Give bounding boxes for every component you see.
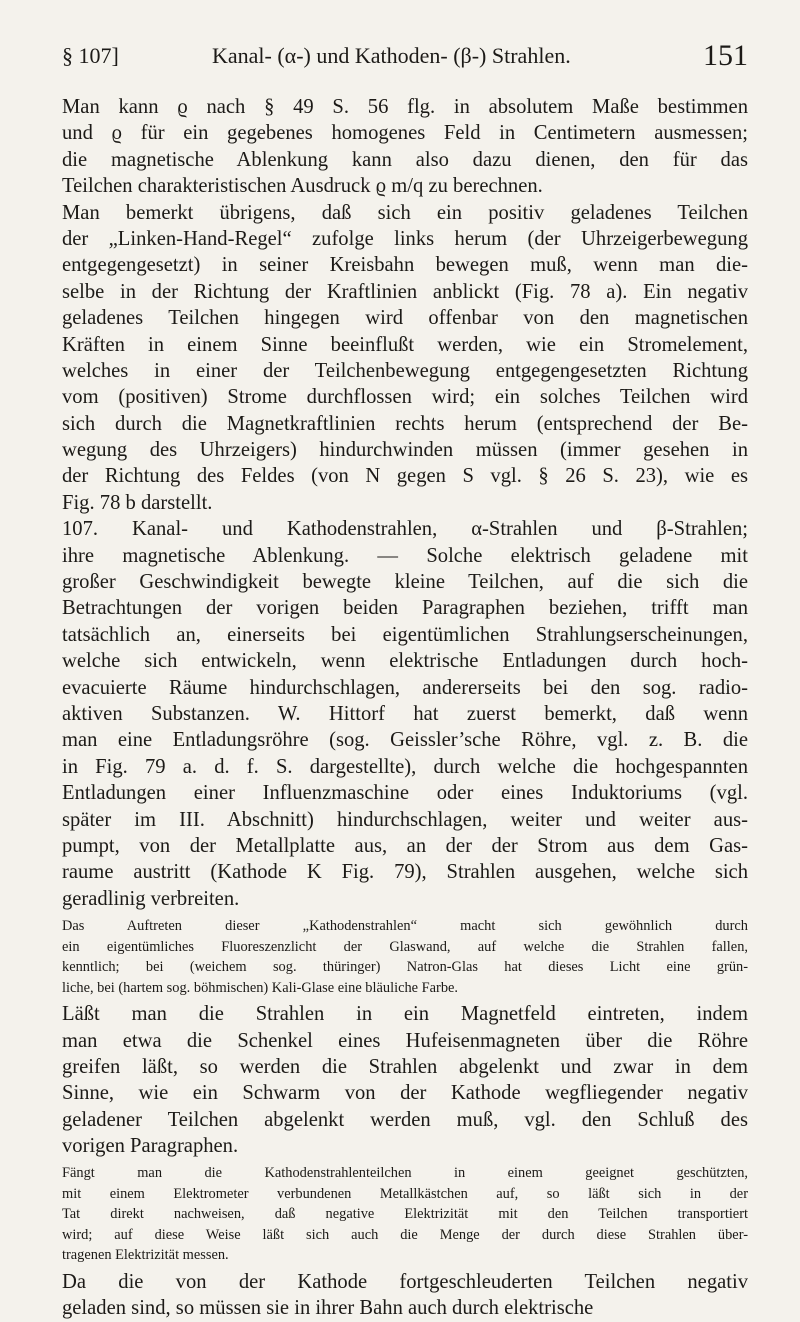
text-line: Man bemerkt übrigens, daß sich ein positiv geladenes Teilchen (62, 201, 748, 224)
paragraph (62, 94, 748, 200)
text-line: Entladungen einer Influenzmaschine oder eines Induktoriums (vgl. (62, 782, 748, 805)
text-line: geladener Teilchen abgelenkt werden muß, vgl. den Schluß des (62, 1108, 748, 1131)
text-line: der „Linken-Hand-Regel“ zufolge links herum (der Uhrzeigerbewegung (62, 227, 748, 250)
text-line: Läßt man die Strahlen in ein Magnetfeld eintreten, indem (62, 1003, 748, 1026)
text-line: tatsächlich an, einerseits bei eigentümlichen Strahlungserscheinungen, (62, 623, 748, 646)
paragraph (62, 516, 748, 912)
text-line: greifen läßt, so werden die Strahlen abgelenkt und zwar in dem (62, 1055, 748, 1078)
paragraph (62, 200, 748, 517)
text-line: vom (positiven) Strome durchflossen wird; ein solches Teilchen wird (62, 386, 748, 409)
text-line: ihre magnetische Ablenkung. — Solche elektrisch geladene mit (62, 544, 748, 567)
text-line: 107. Kanal- und Kathodenstrahlen, α-Strahlen und β-Strahlen; (62, 518, 748, 541)
text-line: man eine Entladungsröhre (sog. Geissler’sche Röhre, vgl. z. B. die (62, 729, 748, 752)
text-line: selbe in der Richtung der Kraftlinien anblickt (Fig. 78 a). Ein negativ (62, 280, 748, 303)
text-line: geladenes Teilchen hingegen wird offenbar von den magnetischen (62, 307, 748, 330)
text-line: die magnetische Ablenkung kann also dazu dienen, den für das (62, 148, 748, 171)
text-line: später im III. Abschnitt) hindurchschlagen, weiter und weiter aus- (62, 808, 748, 831)
text-line: Fängt man die Kathodenstrahlenteilchen in einem geeignet geschützten, (62, 1165, 748, 1182)
text-line: man etwa die Schenkel eines Hufeisenmagneten über die Röhre (62, 1029, 748, 1052)
text-line: entgegengesetzt) in seiner Kreisbahn bewegen muß, wenn man die- (62, 254, 748, 277)
body-text (62, 94, 748, 1322)
text-line: Man kann ϱ nach § 49 S. 56 flg. in absolutem Maße bestimmen (62, 96, 748, 118)
text-line: mit einem Elektrometer verbundenen Metallkästchen auf, so läßt sich in der (62, 1185, 748, 1202)
text-line: Tat direkt nachweisen, daß negative Elektrizität mit den Teilchen transportiert (62, 1206, 748, 1223)
text-line: tragenen Elektrizität messen. (62, 1247, 229, 1264)
footnote-paragraph (62, 1163, 748, 1266)
text-line: pumpt, von der Metallplatte aus, an der der Strom aus dem Gas- (62, 834, 748, 857)
running-title: Kanal- (α-) und Kathoden- (β-) Strahlen. (212, 43, 571, 68)
text-line: vorigen Paragraphen. (62, 1135, 239, 1158)
text-line: aktiven Substanzen. W. Hittorf hat zuerst bemerkt, daß wenn (62, 702, 748, 725)
running-head (62, 36, 748, 76)
text-line: in Fig. 79 a. d. f. S. dargestellte), durch welche die hochgespannten (62, 755, 748, 778)
text-line: kenntlich; bei (weichem sog. thüringer) Natron-Glas hat dieses Licht eine grün- (62, 959, 748, 976)
text-line: Kräften in einem Sinne beeinflußt werden, wie ein Stromelement, (62, 333, 748, 356)
text-line: geladen sind, so müssen sie in ihrer Bahn auch durch elektrische (62, 1297, 594, 1320)
text-line: der Richtung des Feldes (von N gegen S vgl. § 26 S. 23), wie es (62, 465, 748, 488)
text-line: sich durch die Magnetkraftlinien rechts herum (entsprechend der Be- (62, 412, 748, 435)
text-line: wegung des Uhrzeigers) hindurchwinden müssen (immer gesehen in (62, 439, 748, 462)
text-line: welches in einer der Teilchenbewegung entgegengesetzten Richtung (62, 359, 748, 382)
text-line: ein eigentümliches Fluoreszenzlicht der Glaswand, auf welche die Strahlen fallen, (62, 938, 748, 955)
text-line: und ϱ für ein gegebenes homogenes Feld in Centimetern ausmessen; (62, 122, 748, 145)
text-line: Da die von der Kathode fortgeschleuderten Teilchen negativ (62, 1270, 748, 1293)
text-line: Teilchen charakteristischen Ausdruck ϱ m/q zu berechnen. (62, 175, 543, 198)
text-line: geradlinig verbreiten. (62, 887, 240, 910)
page-number: 151 (703, 39, 748, 72)
paragraph (62, 1001, 748, 1159)
text-line: Das Auftreten dieser „Kathodenstrahlen“ macht sich gewöhnlich durch (62, 918, 748, 935)
text-line: liche, bei (hartem sog. böhmischen) Kali-Glase eine bläuliche Farbe. (62, 979, 459, 996)
text-line: Betrachtungen der vorigen beiden Paragraphen beziehen, trifft man (62, 597, 748, 620)
text-line: raume austritt (Kathode K Fig. 79), Strahlen ausgehen, welche sich (62, 861, 748, 884)
text-line: großer Geschwindigkeit bewegte kleine Teilchen, auf die sich die (62, 571, 748, 594)
footnote-paragraph (62, 916, 748, 998)
text-line: Sinne, wie ein Schwarm von der Kathode wegfliegender negativ (62, 1082, 748, 1105)
section-reference: § 107] (62, 43, 119, 68)
text-line: welche sich entwickeln, wenn elektrische Entladungen durch hoch- (62, 650, 748, 673)
text-line: evacuierte Räume hindurchschlagen, andererseits bei den sog. radio- (62, 676, 748, 699)
text-line: wird; auf diese Weise läßt sich auch die Menge der durch diese Strahlen über- (62, 1226, 748, 1243)
text-line: Fig. 78 b darstellt. (62, 491, 213, 514)
paragraph (62, 1269, 748, 1322)
